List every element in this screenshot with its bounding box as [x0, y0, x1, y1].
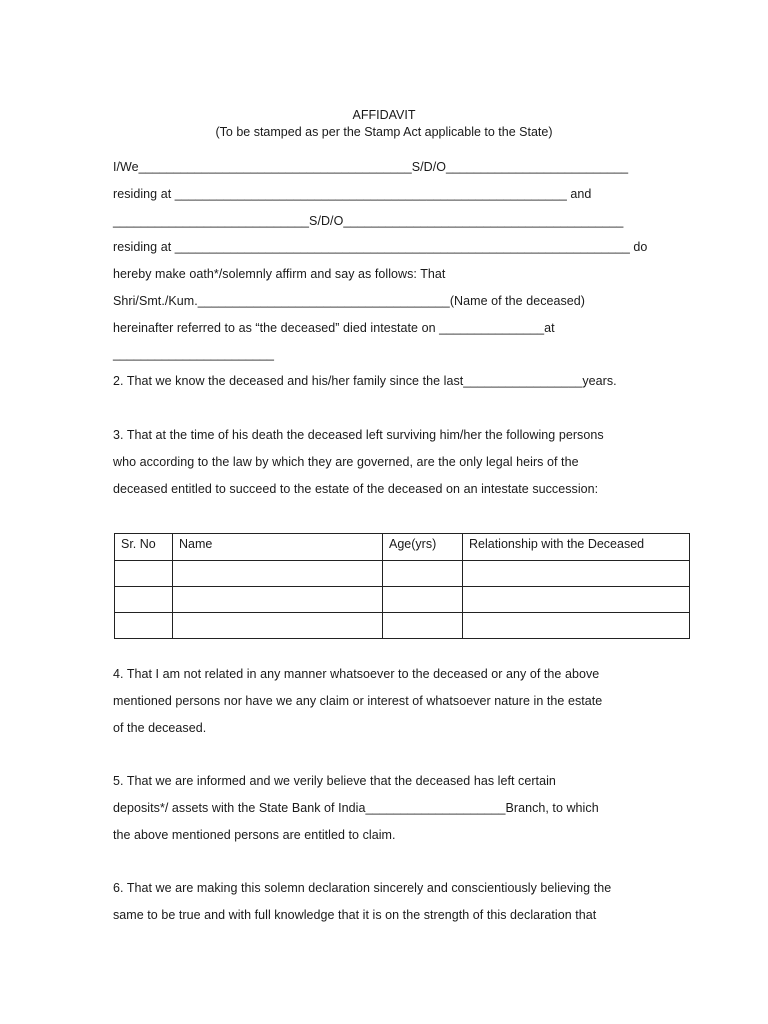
paragraph-4-line-1: 4. That I am not related in any manner whatsoever to the deceased or any of the above — [113, 667, 600, 681]
residence-line: residing at ________________________________________________________ and — [113, 187, 592, 201]
deceased-name-line: Shri/Smt./Kum.____________________________________(Name of the deceased) — [113, 294, 586, 308]
table-cell — [115, 587, 173, 613]
paragraph-6-line-2: same to be true and with full knowledge that it is on the strength of this declaration that — [113, 908, 597, 922]
paragraph-4-line-2: mentioned persons nor have we any claim or interest of whatsoever nature in the estate — [113, 694, 603, 708]
table-cell — [463, 613, 690, 639]
legal-heirs-table — [114, 533, 690, 639]
table-cell — [115, 613, 173, 639]
paragraph-5-line-2: deposits*/ assets with the State Bank of India____________________Branch, to which — [113, 801, 599, 815]
second-declarant-line: ____________________________S/D/O________________________________________ — [113, 214, 624, 228]
page-subtitle: (To be stamped as per the Stamp Act applicable to the State) — [215, 125, 553, 139]
place-blank-line: _______________________ — [113, 347, 275, 361]
table-row — [115, 587, 690, 613]
declarant-line: I/We_______________________________________S/D/O__________________________ — [113, 160, 629, 174]
table-cell — [383, 613, 463, 639]
table-cell — [383, 587, 463, 613]
column-header-sr-no: Sr. No — [115, 534, 173, 561]
paragraph-3-line-2: who according to the law by which they are governed, are the only legal heirs of the — [113, 455, 579, 469]
table-header-row — [115, 534, 690, 561]
paragraph-6-line-1: 6. That we are making this solemn declaration sincerely and conscientiously believing the — [113, 881, 612, 895]
column-header-name: Name — [173, 534, 383, 561]
table-cell — [115, 561, 173, 587]
paragraph-3-line-1: 3. That at the time of his death the deceased left surviving him/her the following persons — [113, 428, 604, 442]
column-header-relationship: Relationship with the Deceased — [463, 534, 690, 561]
table-row — [115, 613, 690, 639]
column-header-age: Age(yrs) — [383, 534, 463, 561]
paragraph-5-line-3: the above mentioned persons are entitled to claim. — [113, 828, 396, 842]
table-cell — [173, 561, 383, 587]
table-row — [115, 561, 690, 587]
paragraph-3-line-3: deceased entitled to succeed to the estate of the deceased on an intestate succession: — [113, 482, 599, 496]
page-title: AFFIDAVIT — [352, 108, 416, 122]
paragraph-5-line-1: 5. That we are informed and we verily believe that the deceased has left certain — [113, 774, 556, 788]
table-cell — [463, 561, 690, 587]
table-cell — [463, 587, 690, 613]
second-residence-line: residing at _________________________________________________________________ do — [113, 240, 648, 254]
paragraph-4-line-3: of the deceased. — [113, 721, 207, 735]
table-cell — [383, 561, 463, 587]
oath-line: hereby make oath*/solemnly affirm and say as follows: That — [113, 267, 446, 281]
paragraph-2: 2. That we know the deceased and his/her family since the last_________________years. — [113, 374, 617, 388]
table-cell — [173, 613, 383, 639]
intestate-line: hereinafter referred to as “the deceased” died intestate on _______________at — [113, 321, 555, 335]
table-cell — [173, 587, 383, 613]
